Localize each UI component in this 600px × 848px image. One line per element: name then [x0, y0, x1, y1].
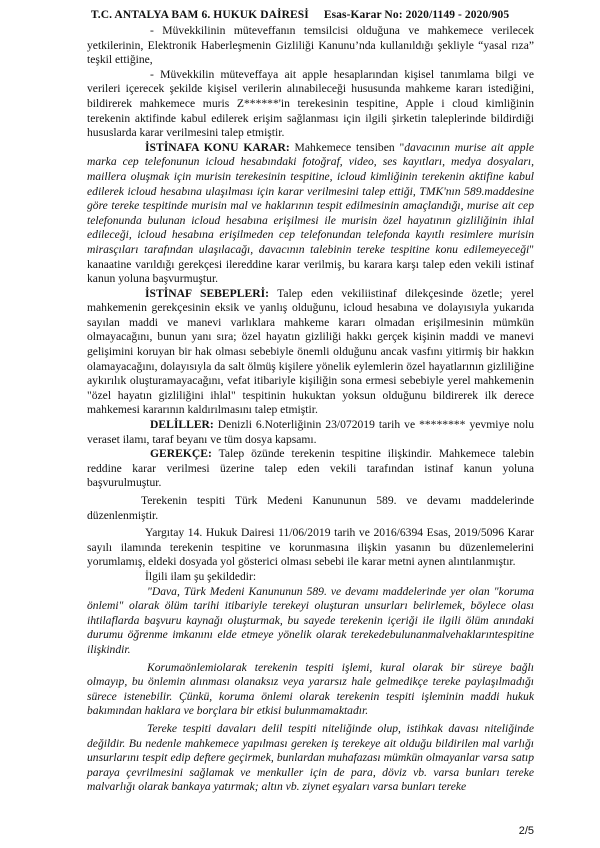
appealed-decision-intro: Mahkemece tensiben ": [294, 140, 405, 154]
paragraph-request: - Müvekkilin müteveffaya ait apple hesaplarından kişisel tanımlama bilgi ve verileri içerecek şekilde kişisel verilerin alınabileceği hususunda mahkeme kararı istediğini, bildirerek mahkemece muris Z******'in terekesinin tespitine, Apple i cloud kimliğinin terekenin aktifinde kabul edilerek erişim sağlanması için ilgili şirketin taleplerinde bildirdiği hususlarda karar verilmesini talep etmiştir.: [87, 67, 534, 140]
evidence-text: Denizli 6.Noterliğinin 23/072019 tarih ve ******** yevmiye nolu veraset ilamı, taraf beyanı ve tüm dosya kapsamı.: [87, 418, 534, 446]
page-number: 2/5: [518, 825, 534, 837]
section-label-reasoning: GEREKÇE:: [150, 447, 212, 461]
paragraph-reasoning: [87, 447, 534, 491]
quoted-paragraph: "Dava, Türk Medeni Kanununun 589. ve devamı maddelerinde yer olan "koruma önlemi" olarak ölüm tarihi itibariyle terekeyi oluşturan unsurları belirlemek, böylece olası ihtilaflarda başvuru kaynağı oluşturmak, bu sayede terekenin içeriği ile ilgili ölüm anındaki durumu öğrenme imkanını elde etmeye yönelik olarak terekedebulunanmalvehaklarıntespitine ilişkindir.: [87, 584, 534, 656]
quoted-paragraph: Tereke tespiti davaları delil tespiti niteliğinde olup, istihkak davası niteliğinde değildir. Bu nedenle mahkemece yapılması gereken iş terekeye ait olduğu bildirilen mal varlığı unsurlarını tespit edip deftere geçirmek, bunlardan muhafazası mümkün olmayanlar varsa satıp paraya çevrilmesini sağlamak ve menkuller için de para, döviz vb. varsa bunları tereke malvarlığı olarak bankaya yatırmak; altın vb. ziynet eşyaları varsa bunları tereke: [87, 721, 534, 794]
reasoning-text: Talep özünde terekenin tespitine ilişkindir. Mahkemece talebin reddine karar verilmesi üzerine talep eden vekili tarafından istinaf kanun yoluna başvurulmuştur.: [87, 447, 534, 490]
paragraph-appealed-decision: [87, 141, 534, 287]
case-number: Esas-Karar No: 2020/1149 - 2020/905: [323, 9, 510, 21]
paragraph-relevant-ruling: İlgili ilam şu şekildedir:: [145, 569, 257, 583]
paragraph-supreme-court: Yargıtay 14. Hukuk Dairesi 11/06/2019 tarih ve 2016/6394 Esas, 2019/5096 Karar sayılı ilamında terekenin tespitine ve korunmasına ilişkin yasanın bu düzenlemelerini yorumlamış, eldeki dosyada yol gösterici olması sebebi ile karar metni aynen alıntılanmıştır.: [87, 526, 534, 569]
section-label-evidence: DELİLLER:: [150, 418, 214, 432]
appeal-grounds-text: Talep eden vekiliistinaf dilekçesinde özetle; yerel mahkemenin gerekçesinin eksik ve yanlış olduğunu, icloud hesabına ve dolayısıyla yukarıda sayılan maddi ve manevi varlıklara mahkeme kararı olmadan erişilmesinin mümkün olmayacağını, bunun yanı sıra; özel hayatın gizliliği hakkı gerçek kişinin maddi ve manevi gelişimini koruyan bir hak olması sebebiyle önemli olduğunu ancak vasfını yitirmiş bir hakkın olamayacağını, dolayısıyla da salt ölmüş kişilere yönelik eylemlerin özel hayatlarının gizliliğine aykırılık oluşturamayacağını, vefat itibariyle kişiliğin sona ermesi sebebiyle yerel mahkemenin "özel hayatın gizliliğini ihlal" tespitinin hukuktan yoksun olduğunu bildirerek ilk derece mahkemesi kararının kaldırılmasını talep etmiştir.: [87, 286, 534, 417]
quoted-paragraph: Korumaönlemiolarak terekenin tespiti işlemi, kural olarak bir süreye bağlı olmayıp, bu önlemin alınması olanaksız veya yararsız hale gelmedikçe tereke paylaşılmadığı sürece istenebilir. Çünkü, koruma önlemi olarak terekenin tespiti işleminin maddi hukuk bakımından haklara ve borçlara bir etkisi bulunmamaktadır.: [87, 660, 534, 718]
appealed-decision-tail: " kanaatine varıldığı gerekçesi ilereddine karar verilmiş, bu karara karşı talep eden vekili istinaf kanun yoluna başvurmuştur.: [87, 242, 534, 286]
section-label-appeal-grounds: İSTİNAF SEBEPLERİ:: [145, 286, 269, 300]
paragraph-representation: - Müvekkilinin müteveffanın temsilcisi olduğuna ve mahkemece verilecek yetkilerinin, Elektronik Haberleşmenin Gizliliği Kanunu’nda kullanıldığı şekliyle “yasal rıza” teşkil ettiğine,: [87, 24, 534, 67]
document-body: [87, 24, 534, 795]
section-label-appealed-decision: İSTİNAFA KONU KARAR:: [145, 140, 290, 154]
quoted-ruling: [87, 585, 534, 795]
paragraph-appeal-grounds: [87, 287, 534, 418]
paragraph-estate-determination: Terekenin tespiti Türk Medeni Kanununun 589. ve devamı maddelerinde düzenlenmiştir.: [87, 494, 534, 522]
page-header: [0, 8, 600, 23]
court-name: T.C. ANTALYA BAM 6. HUKUK DAİRESİ: [90, 9, 309, 21]
paragraph-evidence: [87, 418, 534, 447]
appealed-decision-quote: davacının murise ait apple marka cep telefonunun icloud hesabındaki fotoğraf, video, ses kayıtları, medya dosyaları, maillera oluşmak için murisin terekesinin tespitine, icloud kimliğinin terekenin aktifine kabul edilerek icloud hesabına ulaşılması için karar verilmesini talep ettiği, TMK'nın 589.maddesine göre tereke tespitinde murisin mal ve haklarının tespit edilmesinin amaçlandığı, murise ait cep telefonunda bulunan icloud hesabına erişilmesi ile murisin özel hayatının gizliliğinin ihlal edileceği, icloud hesabına erişilmeden cep telefonundan telefonda kayıtlı resimlere murisin mirasçıları tarafından ulaşılacağı, davacının talebinin tereke tespitine konu edilemeyeceği: [87, 140, 534, 256]
